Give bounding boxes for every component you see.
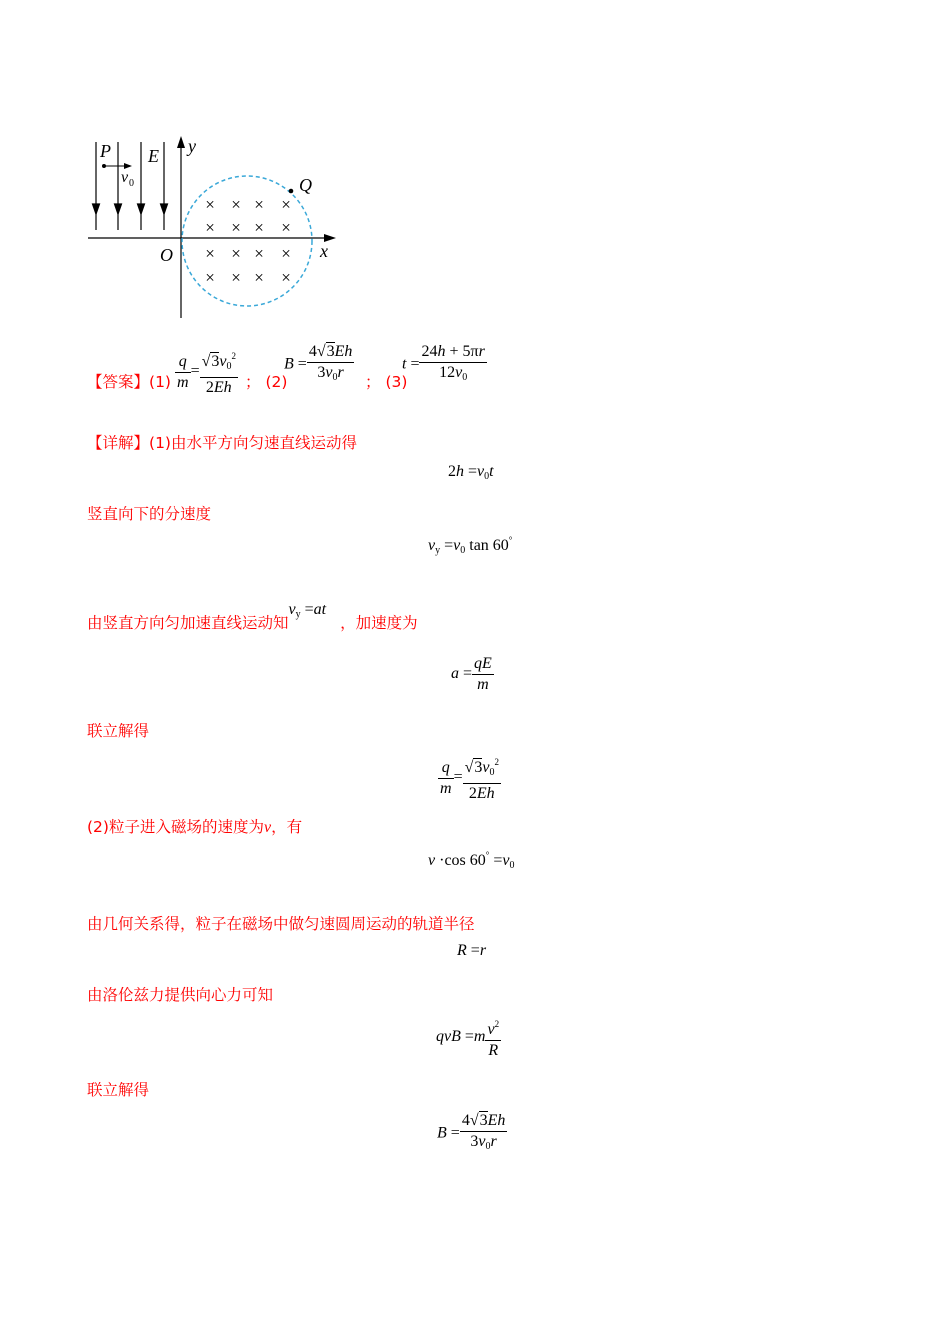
svg-text:×: × (231, 195, 241, 214)
svg-text:×: × (205, 268, 215, 287)
answer-tag: 【答案】(1) (87, 373, 171, 391)
label-P: P (100, 141, 111, 161)
label-Q: Q (299, 175, 312, 195)
svg-text:×: × (281, 218, 291, 237)
solution-line-1: 【详解】(1)由水平方向匀速直线运动得 (87, 434, 357, 452)
svg-text:×: × (254, 218, 264, 237)
solution-line-2: 竖直向下的分速度 (87, 505, 212, 523)
eq-B: B = $\frac{4√3Eh}{3v_0r}$ (437, 1112, 506, 1152)
solution-line-6: 由几何关系得，粒子在磁场中做匀速圆周运动的轨道半径 (87, 915, 475, 933)
eq-v-cos: v ·cos $60^\circ =v_0$ (428, 850, 515, 871)
solution-line-3: 由竖直方向匀加速直线运动知$v_y =at$，加速度为 (87, 601, 418, 632)
label-v0-sub: 0 (129, 178, 134, 189)
svg-text:×: × (281, 244, 291, 263)
eq-q-over-m: $\frac{q}{m}$ = $\frac{√3v_0^2}{2Eh}$ (438, 752, 501, 804)
label-v0: v (121, 169, 129, 186)
svg-text:×: × (254, 195, 264, 214)
svg-text:×: × (281, 268, 291, 287)
eq-2h: $2h =v_0t$ (448, 463, 494, 482)
solution-line-4: 联立解得 (87, 722, 150, 740)
eq-vy-tan: $v_y =v_0$ tan 60° (428, 535, 513, 556)
svg-text:×: × (205, 218, 215, 237)
physics-diagram (80, 130, 350, 325)
label-y: y (188, 136, 196, 156)
eq-qvB: qvB =m $\frac{v^2}{R}$ (436, 1014, 501, 1061)
eq-a: a = $\frac{qE}{m}$ (451, 655, 492, 693)
svg-text:×: × (254, 268, 264, 287)
solution-line-8: 联立解得 (87, 1081, 150, 1099)
eq-R: R =r (457, 942, 487, 959)
answer-part3: ； (3) (365, 373, 408, 391)
answer-formula-1: $\frac{q}{m}$ = $\frac{√3v_0^2}{2Eh}$ (175, 346, 238, 398)
answer-formula-2: B = $\frac{4√3Eh}{3v_0r}$ (284, 343, 353, 383)
magnetic-field-boundary (182, 176, 312, 306)
label-O: O (160, 245, 173, 265)
svg-text:×: × (205, 195, 215, 214)
label-x: x (320, 241, 328, 261)
svg-text:×: × (231, 268, 241, 287)
answer-formula-3: t = $\frac{24h + 5\pi r}{12v_0}$ (402, 343, 485, 383)
field-crosses (205, 195, 291, 287)
svg-text:×: × (231, 218, 241, 237)
svg-text:×: × (205, 244, 215, 263)
solution-line-7: 由洛伦兹力提供向心力可知 (87, 986, 274, 1004)
solution-line-5: (2)粒子进入磁场的速度为v，有 (87, 818, 303, 836)
svg-text:×: × (231, 244, 241, 263)
svg-text:×: × (254, 244, 264, 263)
svg-text:×: × (281, 195, 291, 214)
answer-part2: ； (2) (245, 373, 288, 391)
label-E: E (148, 146, 159, 166)
